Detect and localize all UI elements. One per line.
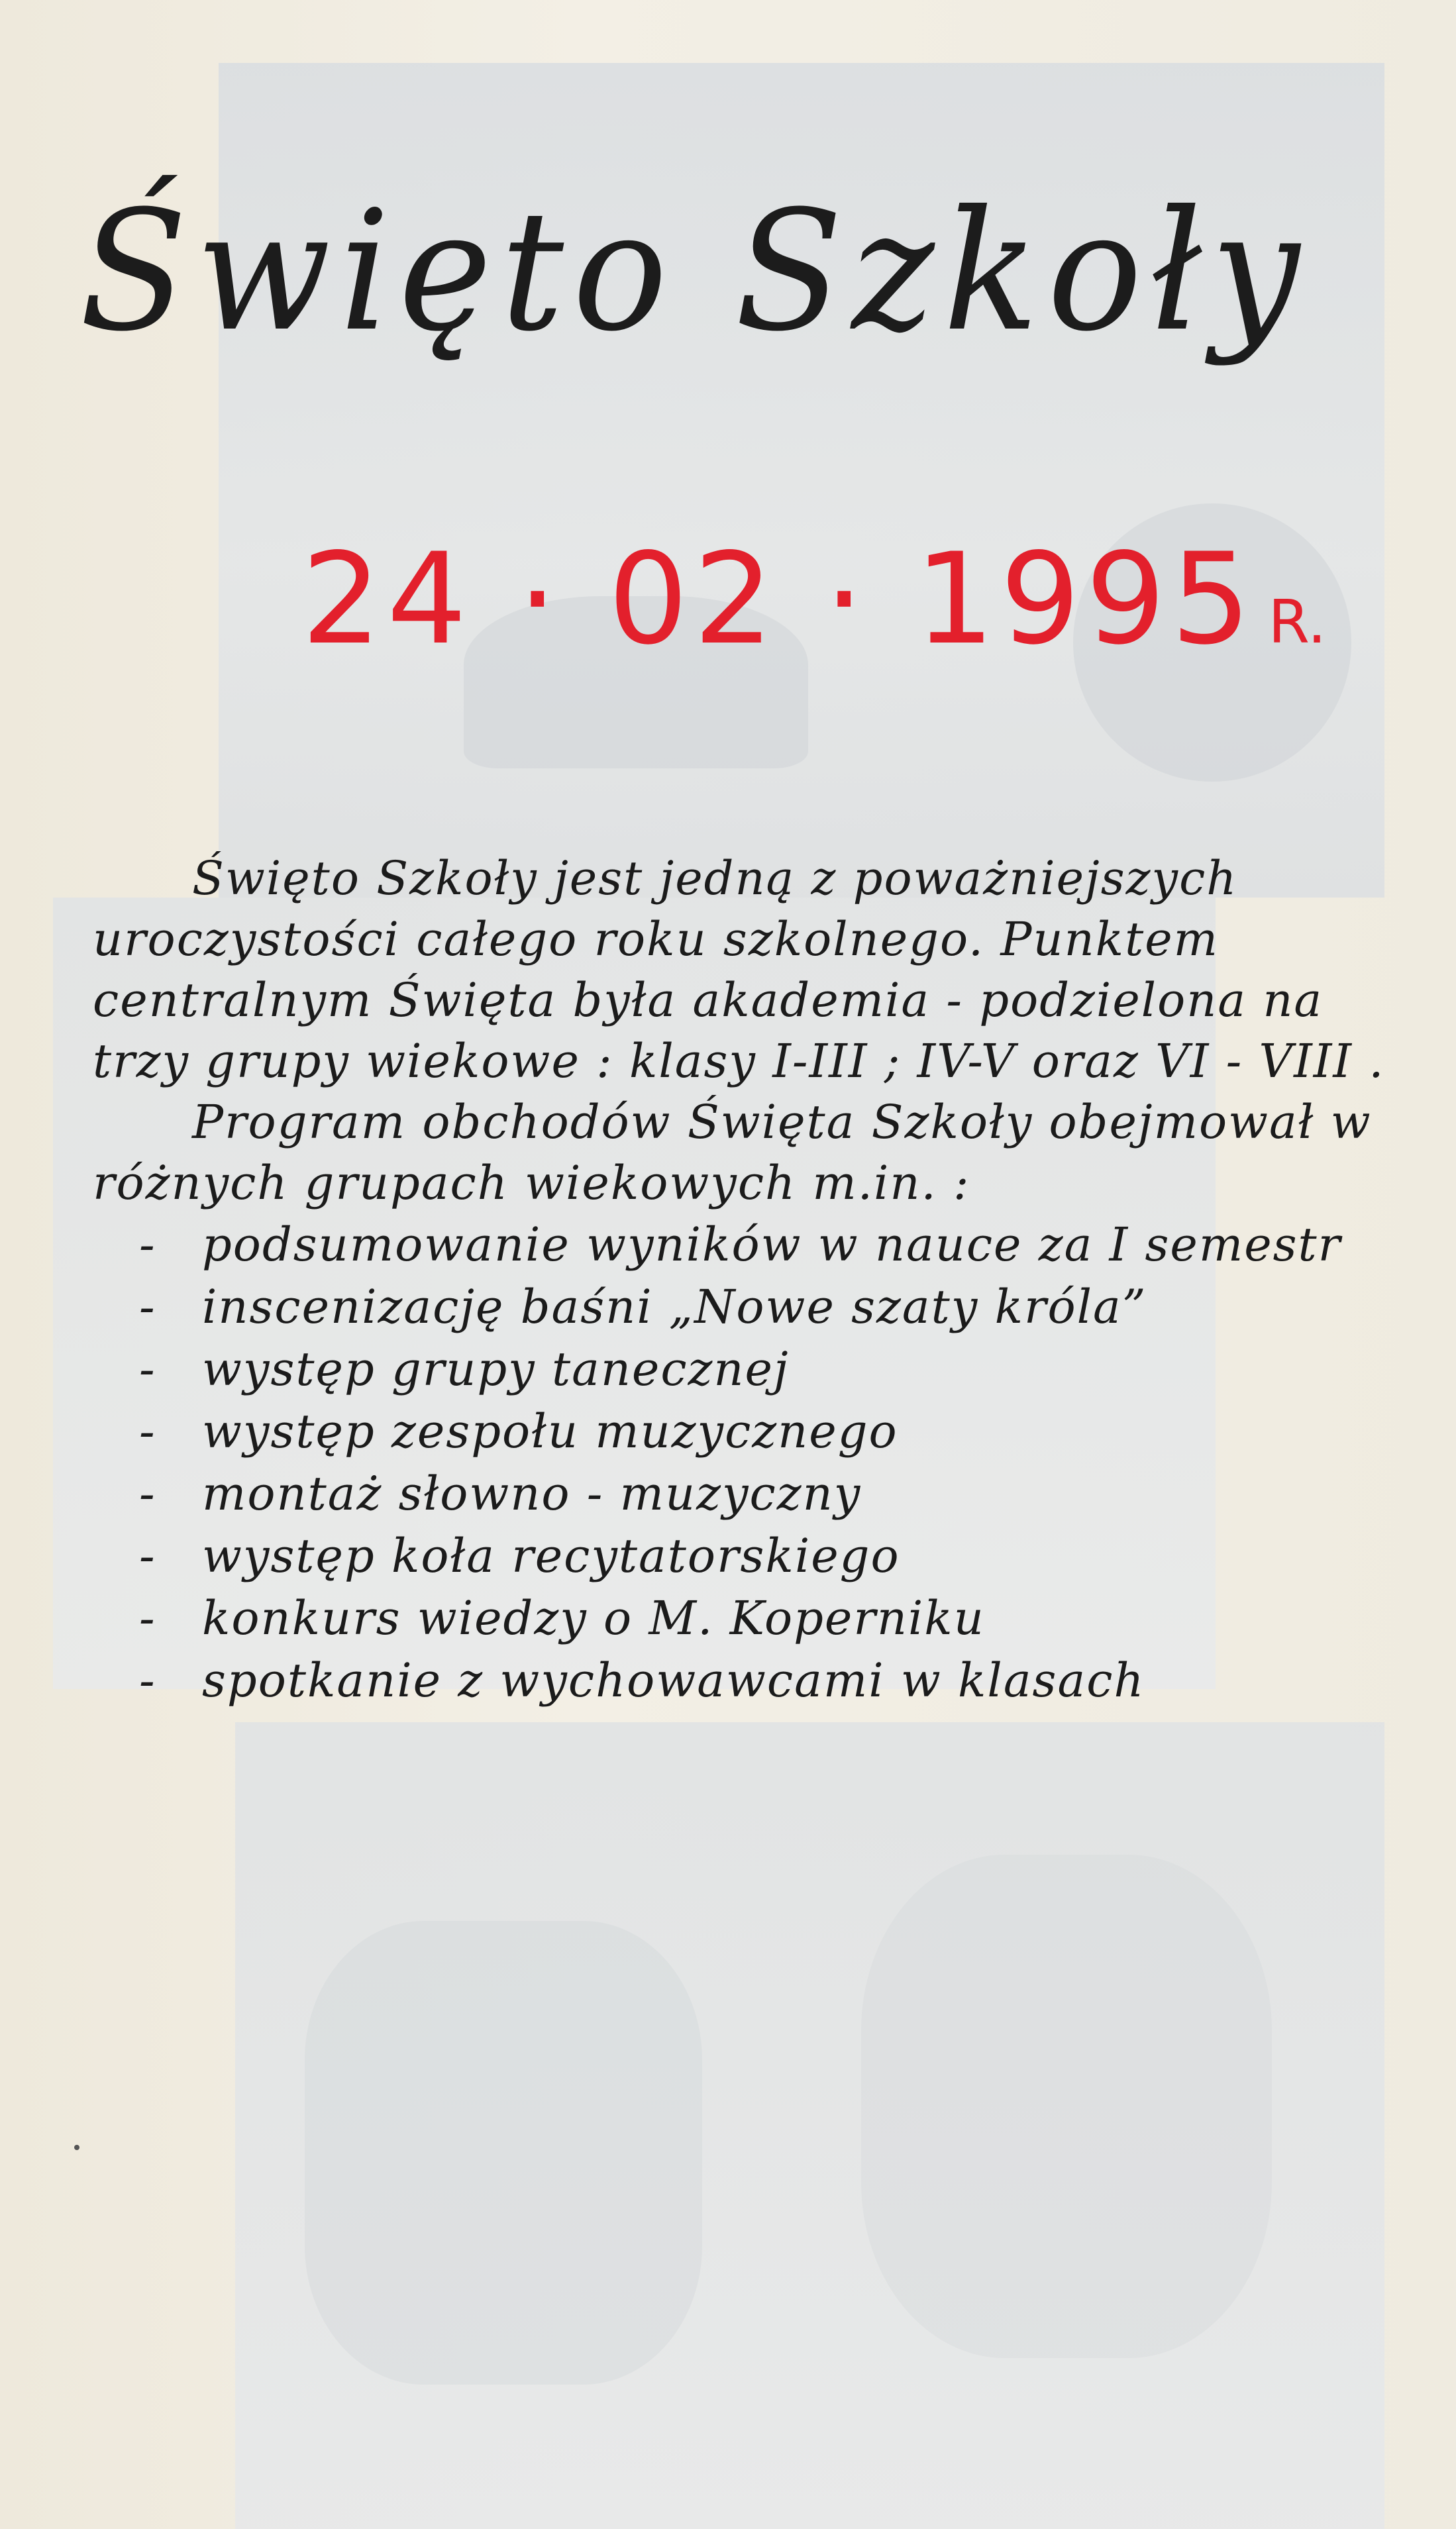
list-item-text: występ grupy tanecznej [202, 1342, 790, 1396]
list-item-text: występ koła recytatorskiego [202, 1529, 900, 1583]
list-item-text: inscenizację baśni „Nowe szaty króla” [202, 1280, 1147, 1334]
program-list [93, 1213, 1391, 1712]
list-item [139, 1463, 1391, 1525]
list-marker: - [139, 1653, 156, 1708]
list-item [139, 1587, 1391, 1649]
list-item [139, 1213, 1391, 1276]
event-date-main: 24 · 02 · 1995 [301, 526, 1257, 672]
list-item [139, 1400, 1391, 1463]
body-text [93, 848, 1391, 1712]
background-photo-shape [305, 1921, 702, 2385]
list-marker: - [139, 1467, 156, 1521]
list-marker: - [139, 1280, 156, 1334]
background-photo-shape [861, 1855, 1272, 2358]
list-marker: - [139, 1342, 156, 1396]
event-date-suffix: R. [1268, 588, 1327, 657]
paragraph-intro: Święto Szkoły jest jedną z poważniejszych uroczystości całego roku szkolnego. Punktem centralnym Święta była akademia - podzielona na trzy grupy wiekowe : klasy I-III ; IV-V oraz VI - VIII . [93, 851, 1385, 1088]
ink-dot [74, 2145, 79, 2150]
event-date [301, 523, 1326, 699]
list-marker: - [139, 1591, 156, 1645]
list-marker: - [139, 1529, 156, 1583]
list-item-text: występ zespołu muzycznego [202, 1404, 898, 1459]
paragraph-program: Program obchodów Święta Szkoły obejmował w różnych grupach wiekowych m.in. : [93, 1095, 1372, 1210]
list-item-text: konkurs wiedzy o M. Koperniku [202, 1591, 985, 1645]
list-item [139, 1338, 1391, 1400]
page-title: Święto Szkoły [79, 175, 1309, 368]
list-marker: - [139, 1404, 156, 1459]
list-marker: - [139, 1217, 156, 1272]
list-item-text: spotkanie z wychowawcami w klasach [202, 1653, 1145, 1708]
list-item [139, 1276, 1391, 1338]
list-item-text: montaż słowno - muzyczny [202, 1467, 862, 1521]
list-item-text: podsumowanie wyników w nauce za I semestr [202, 1217, 1342, 1272]
list-item [139, 1649, 1391, 1712]
list-item [139, 1525, 1391, 1587]
